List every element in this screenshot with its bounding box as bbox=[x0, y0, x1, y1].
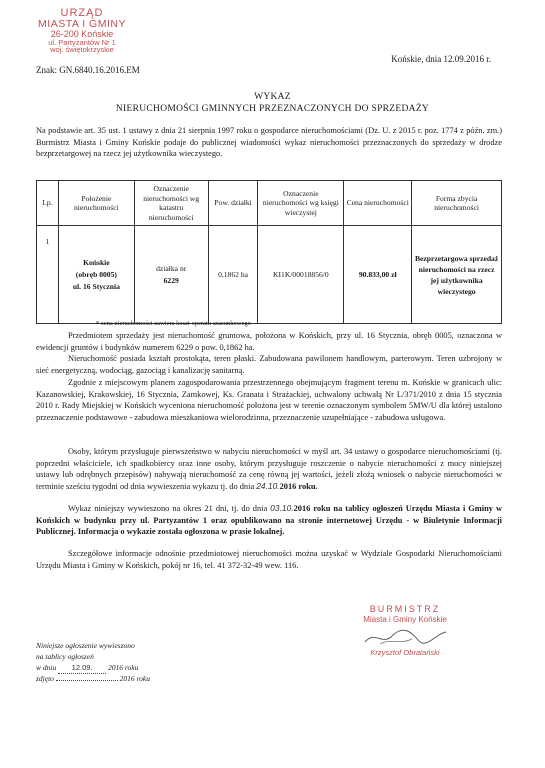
posted-year: 2016 roku bbox=[107, 663, 139, 672]
posting-note-line-1: Niniejsze ogłoszenie wywieszono bbox=[36, 641, 135, 650]
handwritten-signature-icon bbox=[360, 626, 450, 648]
posting-note-line-4 bbox=[36, 673, 150, 684]
stamp-line-3: 26-200 Końskie bbox=[50, 28, 114, 39]
stamp-line-2: MIASTA I GMINY bbox=[38, 18, 126, 30]
posted-date: 12.09. bbox=[58, 662, 106, 674]
location-line-2: (obręb 0005) bbox=[75, 269, 117, 279]
header-area: Pow. działki bbox=[208, 181, 258, 226]
signature-title: BURMISTRZ bbox=[369, 604, 441, 614]
property-table bbox=[36, 180, 502, 324]
signature-name: Krzysztof Obratański bbox=[370, 648, 440, 657]
office-stamp bbox=[22, 8, 142, 54]
paragraph-contact: Szczegółowe informacje odnośnie przedmiotowej nieruchomości można uzyskać w Wydziale Gospodarki Nieruchomościami Urzędu Miasta i Gminy w Końskich, pokój nr 16, tel. 41 372-32-49 wew. 116. bbox=[36, 549, 502, 570]
priority-deadline-date: 24.10. bbox=[256, 480, 280, 491]
cell-parcel bbox=[134, 226, 208, 324]
posting-note-line-2: na tablicy ogłoszeń bbox=[36, 652, 94, 661]
priority-text: Osoby, którym przysługuje pierwszeństwo w nabyciu nieruchomości w myśl art. 34 ustawy o gospodarce nieruchomościami (tj. poprzedni właściciele, ich spadkobiercy oraz inne osoby, którym przysługuje roszczenie o nabycie nieruchomości z mocy niniejszej ustawy lub odrębnych przepisów) nabywają nieruchomość za cenę równą jej wartości, jeżeli złożą wniosek o nabycie nieruchomości w terminie sześciu tygodni od dnia wywieszenia wykazu tj. do dnia bbox=[36, 447, 502, 491]
cell-price: 90.833,00 zł bbox=[344, 226, 412, 324]
paragraph-description: Nieruchomość posiada kształt prostokąta, teren płaski. Zabudowana pawilonem handlowym, parterowym. Teren uzbrojony w sieć energetyczną, wodociąg, gazociąg i kanalizację sanitarną. bbox=[36, 354, 502, 375]
cell-location bbox=[58, 226, 134, 324]
stamp-line-5: woj. świętokrzyskie bbox=[50, 45, 114, 54]
paragraph-priority bbox=[36, 446, 502, 492]
header-price: Cena nieruchomości bbox=[344, 181, 412, 226]
posted-label: w dniu bbox=[36, 663, 57, 672]
document-subtitle: NIERUCHOMOŚCI GMINNYCH PRZEZNACZONYCH DO SPRZEDAŻY bbox=[115, 104, 430, 114]
removed-label: zdjęto bbox=[36, 674, 54, 683]
mayor-signature-stamp bbox=[330, 604, 480, 657]
table-footnote: * cena nieruchomości zawiera koszt operatu szacunkowego bbox=[96, 320, 251, 327]
header-land-register: Oznaczenie nieruchomości wg księgi wieczystej bbox=[258, 181, 344, 226]
header-cadastre: Oznaczenie nieruchomości wg katastru nieruchomości bbox=[134, 181, 208, 226]
cell-area: 0,1862 ha bbox=[208, 226, 258, 324]
reference-number: Znak: GN.6840.16.2016.EM bbox=[36, 65, 140, 75]
paragraph-zoning: Zgodnie z miejscowym planem zagospodarowania przestrzennego obejmującym fragment terenu m. Końskie w granicach ulic: Kazanowskiej, Krakowskiej, 16 Stycznia, Zamkowej, Ks. Granata i Strażackiej, uchwalony uchwałą Nr L/371/2010 z dnia 15 stycznia 2010 r. Rady Miejskiej w Końskich wyceniona nieruchomość położona jest w terenie oznaczonym symbolem 5MW/U dla której ustalono przeznaczenie podstawowe - zabudowa mieszkaniowa wielorodzinna, przeznaczenie uzupełniające - zabudowa usługowa. bbox=[36, 378, 502, 422]
removed-year: 2016 roku bbox=[119, 674, 151, 683]
location-line-1: Końskie bbox=[83, 257, 110, 267]
header-sale-form: Forma zbycia nieruchomości bbox=[412, 181, 502, 226]
document-title: WYKAZ bbox=[254, 92, 291, 102]
parcel-label: działka nr bbox=[156, 263, 187, 273]
cell-land-register: KI1K/00018856/0 bbox=[258, 226, 344, 324]
paragraph-posting bbox=[36, 503, 502, 538]
removed-date-blank bbox=[56, 680, 118, 681]
paragraph-subject: Przedmiotem sprzedaży jest nieruchomość gruntowa, położona w Końskich, przy ul. 16 Stycznia, obręb 0005, oznaczona w ewidencji gruntów i budynków numerem 6229 o pow. 0,1862 ha. bbox=[36, 331, 502, 352]
header-location: Położenie nieruchomości bbox=[58, 181, 134, 226]
intro-paragraph: Na podstawie art. 35 ust. 1 ustawy z dnia 21 sierpnia 1997 roku o gospodarce nieruchomościami (Dz. U. z 2015 r. poz. 1774 z późn. zm.) Burmistrz Miasta i Gminy Końskie podaje do publicznej wiadomości wykaz nieruchomości przeznaczonych do sprzedaży w drodze bezprzetargowej na rzecz jej użytkownika wieczystego. bbox=[36, 126, 502, 158]
signature-subtitle: Miasta i Gminy Końskie bbox=[363, 615, 447, 624]
place-date: Końskie, dnia 12.09.2016 r. bbox=[391, 54, 491, 64]
posting-year: 2016 roku na tablicy ogłoszeń Urzędu Miasta i Gminy w Końskich w budynku przy ul. Partyzantów 1 oraz opublikowano na stronie internetowej Urzędu - w Biuletynie Informacji Publicznej. Informacja o wykazie została ogłoszona w prasie lokalnej. bbox=[36, 504, 503, 536]
table-row bbox=[37, 226, 502, 324]
stamp-line-4: ul. Partyzantów Nr 1 bbox=[48, 37, 116, 47]
posting-text-start: Wykaz niniejszy wywieszono na okres 21 dni, tj. do dnia bbox=[68, 504, 268, 513]
table-header-row bbox=[37, 181, 502, 226]
priority-deadline-year: 2016 roku. bbox=[279, 481, 318, 491]
cell-sale-form: Bezprzetargowa sprzedaż nieruchomości na rzecz jej użytkownika wieczystego bbox=[412, 226, 502, 324]
posting-date: 03.10. bbox=[270, 503, 294, 513]
location-line-3: ul. 16 Stycznia bbox=[72, 281, 120, 291]
cell-lp: 1 bbox=[37, 226, 59, 324]
parcel-number: 6229 bbox=[163, 275, 179, 285]
stamp-line-1: URZĄD bbox=[60, 7, 104, 19]
header-lp: Lp. bbox=[37, 181, 59, 226]
